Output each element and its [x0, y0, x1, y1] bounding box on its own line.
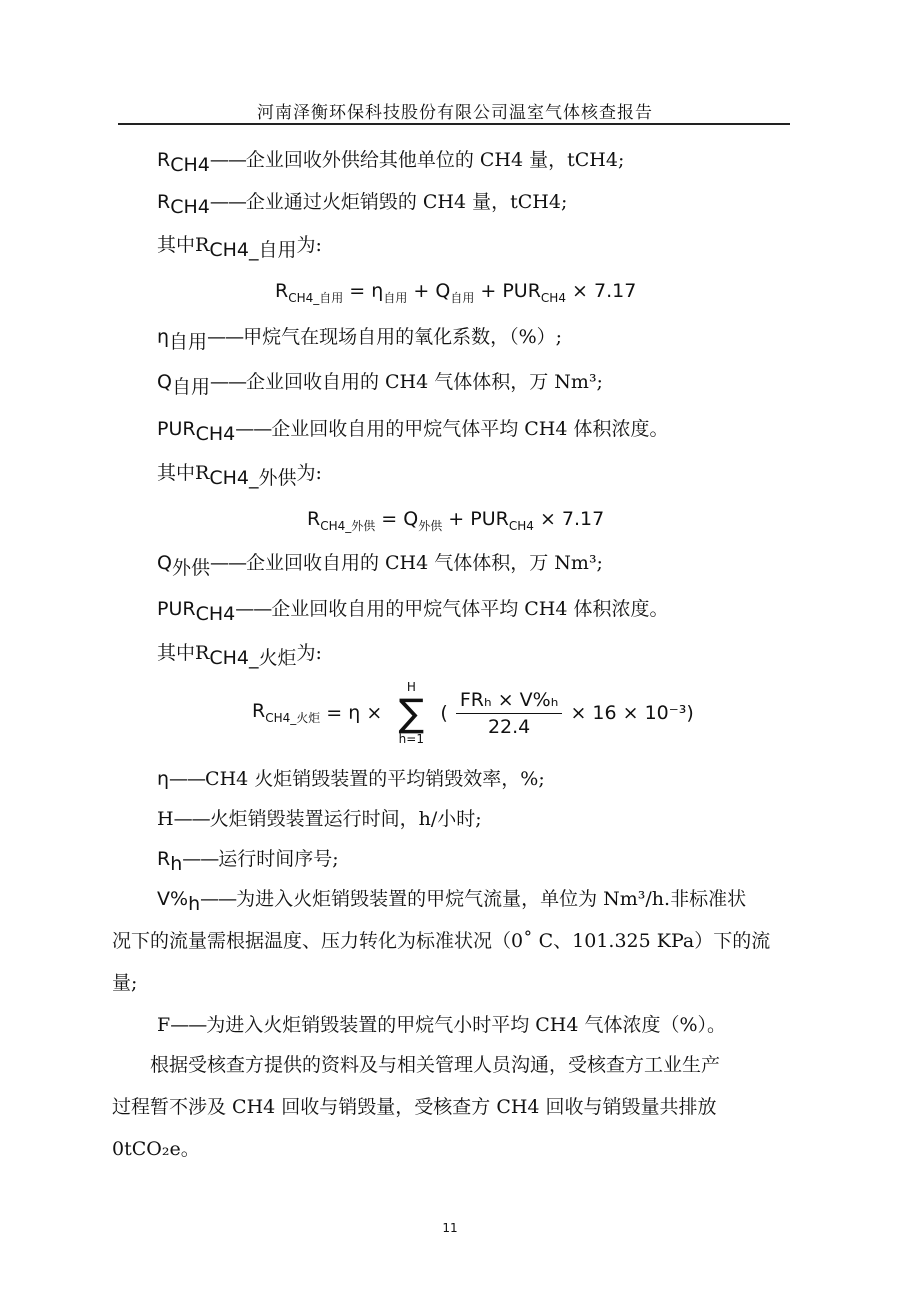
external-equation: $R_{CH4\_外供} = Q_{外供} + PUR_{CH4} \times 7.17$	[307, 508, 605, 533]
conclusion-line-2: 过程暂不涉及 CH4 回收与销毁量，受核查方 CH4 回收与销毁量共排放	[112, 1096, 717, 1118]
def-f: F——为进入火炬销毁装置的甲烷气小时平均 CH4 气体浓度（%）。	[157, 1014, 727, 1036]
def-rh: Rh——运行时间序号;	[157, 848, 339, 875]
conclusion-line-1: 根据受核查方提供的资料及与相关管理人员沟通，受核查方工业生产	[150, 1054, 721, 1076]
def-q-external: Q外供——企业回收自用的 CH4 气体体积，万 Nm³;	[157, 552, 603, 579]
summation: H ∑ h=1	[398, 680, 425, 746]
external-intro: 其中RCH4_外供为:	[157, 462, 322, 489]
def-r-supply: RCH4——企业回收外供给其他单位的 CH4 量，tCH4;	[157, 149, 625, 176]
page-number: 11	[442, 1221, 458, 1235]
header-rule	[118, 123, 790, 125]
def-q-selfuse: Q自用——企业回收自用的 CH4 气体体积，万 Nm³;	[157, 371, 603, 398]
selfuse-equation: $R_{CH4\_自用} = \eta_{自用} + Q_{自用} + PUR_{CH4} \times 7.17$	[275, 280, 637, 305]
conclusion-line-3: 0tCO₂e。	[112, 1138, 200, 1160]
def-eta-flare: η——CH4 火炬销毁装置的平均销毁效率，%;	[157, 768, 545, 790]
def-v: V%h——为进入火炬销毁装置的甲烷气流量，单位为 Nm³/h.非标准状	[157, 888, 747, 915]
def-eta-selfuse: η自用——甲烷气在现场自用的氧化系数，（%）;	[157, 326, 563, 353]
def-v-cont-1: 况下的流量需根据温度、压力转化为标准状况（0˚ C、101.325 KPa）下的流	[112, 930, 771, 952]
def-h: H——火炬销毁装置运行时间，h/小时;	[157, 808, 482, 830]
def-pur-selfuse: PURCH4——企业回收自用的甲烷气体平均 CH4 体积浓度。	[157, 418, 669, 445]
page-header: 河南泽衡环保科技股份有限公司温室气体核查报告	[257, 103, 653, 123]
flare-intro: 其中RCH4_火炬为:	[157, 642, 322, 669]
def-pur-external: PURCH4——企业回收自用的甲烷气体平均 CH4 体积浓度。	[157, 598, 669, 625]
flare-equation: $R_{CH4\_火炬} = \eta$ × H ∑ h=1 ( $\frac{\text{FRₕ × V\%ₕ}}{22.4}$ × 16 × 10⁻³)	[252, 680, 694, 746]
def-r-flare: RCH4——企业通过火炬销毁的 CH4 量，tCH4;	[157, 191, 568, 218]
flare-fraction: $\frac{\text{FRₕ × V\%ₕ}}{22.4}$	[456, 689, 563, 738]
def-v-cont-2: 量;	[112, 972, 138, 994]
selfuse-intro: 其中RCH4_自用为:	[157, 234, 322, 261]
